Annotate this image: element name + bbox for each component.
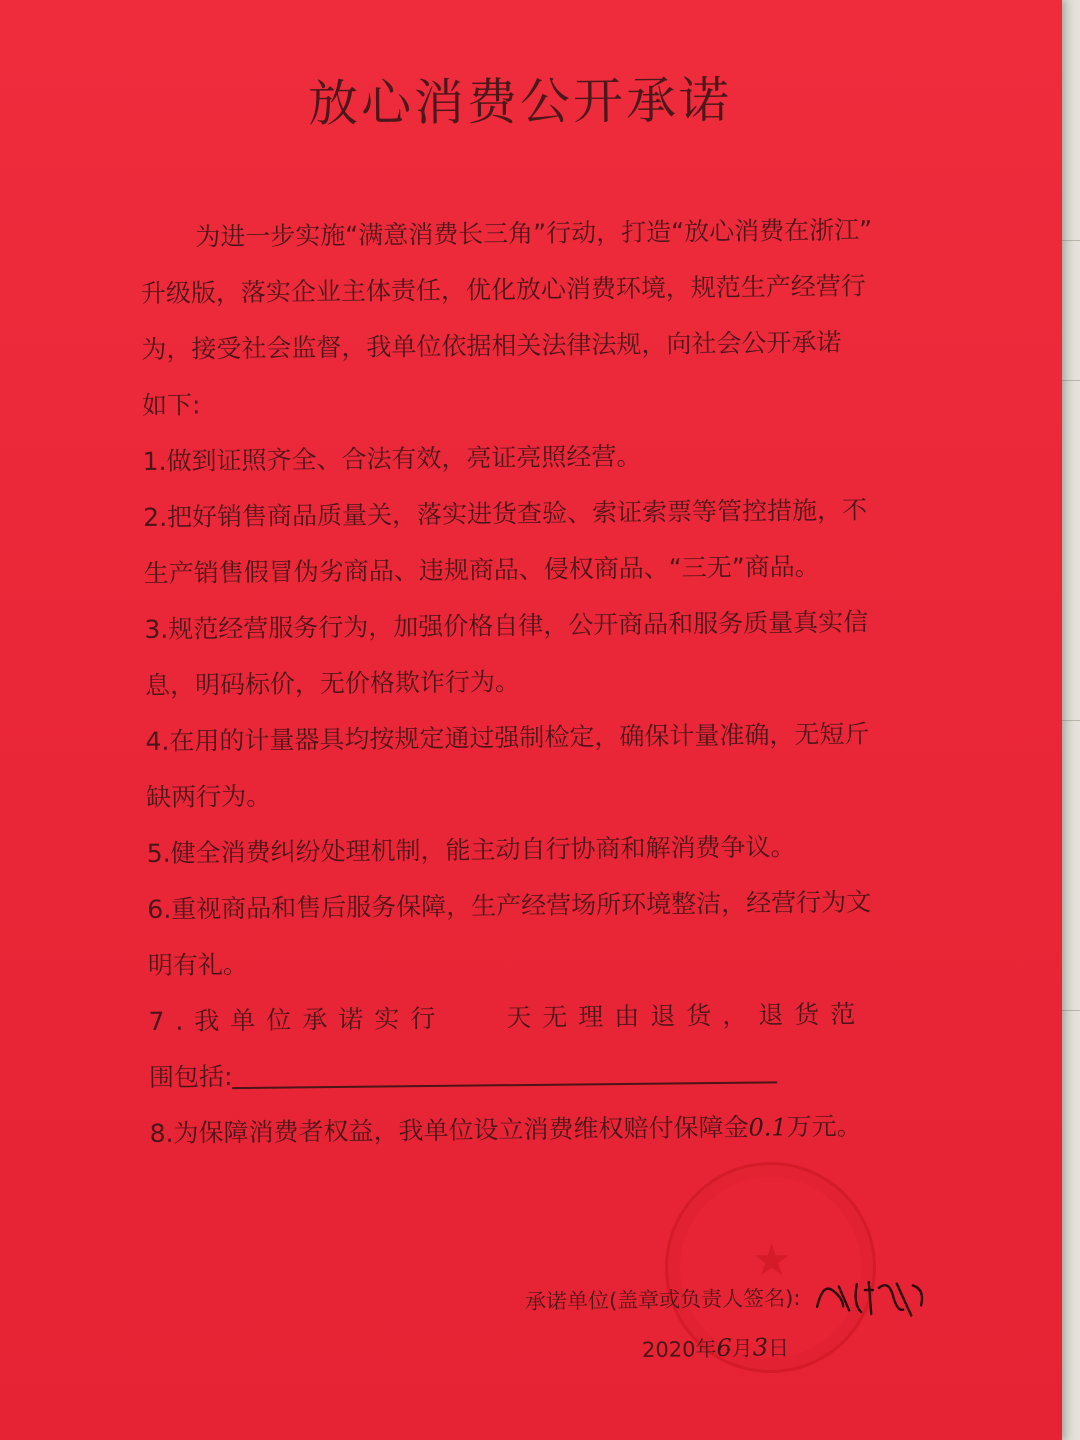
commitment-item-1: 1.做到证照齐全、合法有效，亮证亮照经营。 [142, 441, 642, 476]
intro-line: 升级版，落实企业主体责任，优化放心消费环境，规范生产经营行 [140, 271, 867, 308]
commitment-item-7-cont [149, 1042, 920, 1106]
signature-label: 承诺单位(盖章或负责人签名): [524, 1286, 801, 1314]
commitment-item-6-cont: 明有礼。 [147, 949, 249, 980]
handwritten-amount: 0.1 [748, 1113, 787, 1142]
commitment-item-7 [148, 986, 919, 1050]
commitment-item-2: 2.把好销售商品质量关，落实进货查验、索证索票等管控措施，不 [143, 495, 868, 532]
commitment-date [642, 1332, 789, 1364]
handwritten-signature [813, 1275, 934, 1321]
item-8-prefix: 8.为保障消费者权益，我单位设立消费维权赔付保障金 [149, 1112, 749, 1148]
background-line [1060, 380, 1080, 381]
item-7-suffix: 天无理由退货，退货范 [506, 999, 867, 1033]
date-day-suffix: 日 [767, 1335, 790, 1361]
document-title: 放心消费公开承诺 [307, 71, 733, 133]
commitment-item-3: 3.规范经营服务行为，加强价格自律，公开商品和服务质量真实信 [144, 607, 869, 644]
date-month-suffix: 月 [731, 1336, 753, 1361]
intro-line: 为，接受社会监督，我单位依据相关法律法规，向社会公开承诺 [141, 327, 842, 364]
commitment-item-4: 4.在用的计量器具均按规定通过强制检定，确保计量准确，无短斤 [145, 719, 870, 756]
intro-line: 为进一步实施“满意消费长三角”行动，打造“放心消费在浙江” [195, 215, 873, 252]
commitment-item-2-cont: 生产销售假冒伪劣商品、违规商品、侵权商品、“三无”商品。 [143, 551, 820, 588]
return-scope-blank [232, 1051, 777, 1089]
return-scope-label: 围包括: [148, 1062, 233, 1092]
background-line [1060, 1010, 1080, 1011]
date-month: 6 [716, 1333, 732, 1362]
item-8-suffix: 万元。 [786, 1111, 862, 1142]
item-7-prefix: 7.我单位承诺实行 [148, 1003, 447, 1036]
background-line [1060, 720, 1080, 721]
document-body [140, 202, 920, 1162]
seal-star-icon: ★ [752, 1235, 792, 1286]
commitment-item-5: 5.健全消费纠纷处理机制，能主动自行协商和解消费争议。 [146, 832, 796, 868]
background-line [1060, 240, 1080, 241]
commitment-item-8 [149, 1098, 920, 1162]
commitment-item-3-cont: 息，明码标价，无价格欺诈行为。 [144, 667, 521, 700]
commitment-item-6: 6.重视商品和售后服务保障，生产经营场所环境整洁，经营行为文 [147, 887, 872, 924]
return-days-blank [446, 1026, 506, 1027]
signature-row [525, 1275, 934, 1325]
commitment-item-4-cont: 缺两行为。 [146, 781, 272, 812]
date-year: 2020年 [641, 1336, 717, 1363]
date-day: 3 [752, 1333, 769, 1362]
intro-line: 如下: [141, 390, 201, 420]
